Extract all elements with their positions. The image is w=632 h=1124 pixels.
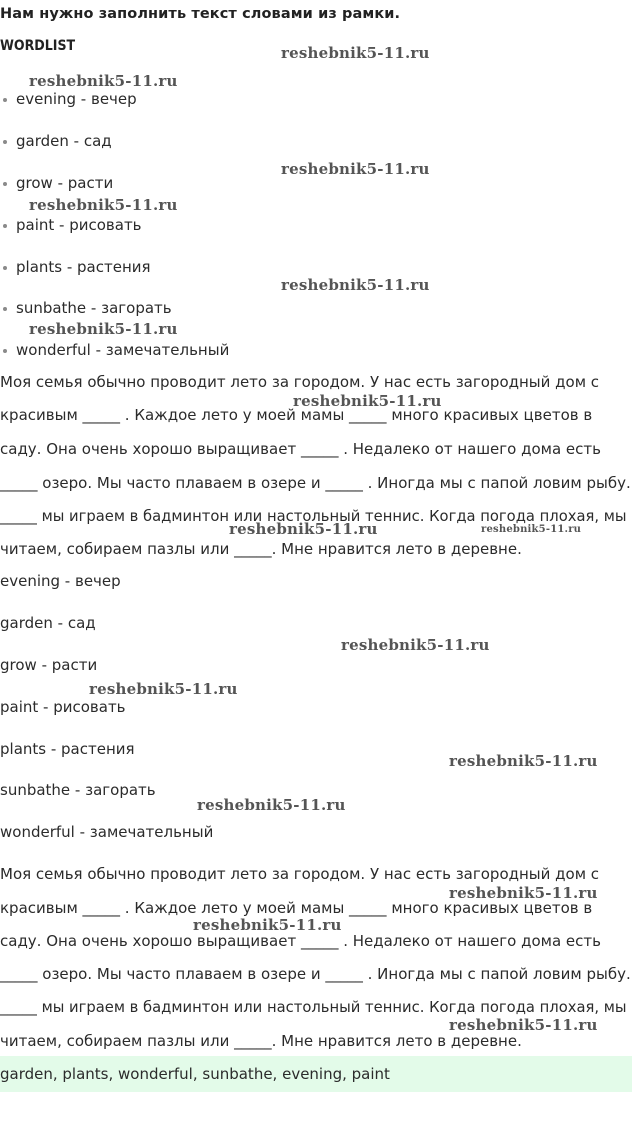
list-item [16,341,229,359]
watermark: reshebnik5-11.ru [449,884,598,902]
watermark: reshebnik5-11.ru [197,796,346,814]
paragraph-line: _____ мы играем в бадминтон или настольный теннис. Когда погода плохая, мы [0,999,627,1016]
paragraph-line: Моя семья обычно проводит лето за городом. У нас есть загородный дом с [0,373,600,391]
list-item [16,132,112,150]
watermark: reshebnik5-11.ru [341,636,490,654]
list-item-text: evening - вечер [16,90,137,108]
list-item [16,90,137,108]
plain-word: wonderful - замечательный [0,823,214,841]
plain-word: grow - расти [0,656,98,674]
paragraph-line: _____ озеро. Мы часто плаваем в озере и _____ . Иногда мы с папой ловим рыбу. [0,965,631,983]
plain-word: paint - рисовать [0,698,126,716]
paragraph-line: читаем, собираем пазлы или _____. Мне нравится лето в деревне. [0,1032,522,1050]
bullet-icon [3,182,7,186]
paragraph-line: саду. Она очень хорошо выращивает _____ . Недалеко от нашего дома есть [0,440,601,458]
watermark: reshebnik5-11.ru [29,196,178,214]
watermark: reshebnik5-11.ru [281,276,430,294]
watermark: reshebnik5-11.ru [481,524,582,535]
watermark: reshebnik5-11.ru [29,72,178,90]
paragraph-line: _____ озеро. Мы часто плаваем в озере и _____ . Иногда мы с папой ловим рыбу. [0,474,631,492]
paragraph-line: саду. Она очень хорошо выращивает _____ . Недалеко от нашего дома есть [0,932,601,950]
list-item [16,258,151,276]
bullet-icon [3,307,7,311]
paragraph-line: Моя семья обычно проводит лето за городом. У нас есть загородный дом с [0,865,600,883]
watermark: reshebnik5-11.ru [193,916,342,934]
plain-word: plants - растения [0,740,135,758]
watermark: reshebnik5-11.ru [89,680,238,698]
list-item-text: plants - растения [16,258,151,276]
wordlist-heading: WORDLIST [0,38,76,54]
watermark: reshebnik5-11.ru [449,1016,598,1034]
list-item [16,216,142,234]
bullet-icon [3,140,7,144]
list-item-text: paint - рисовать [16,216,142,234]
list-item [16,174,113,192]
answer-text: garden, plants, wonderful, sunbathe, evening, paint [0,1065,390,1083]
watermark: reshebnik5-11.ru [281,160,430,178]
list-item-text: sunbathe - загорать [16,299,172,317]
list-item-text: wonderful - замечательный [16,341,230,359]
plain-word: garden - сад [0,614,96,632]
list-item [16,299,172,317]
plain-word: sunbathe - загорать [0,781,156,799]
list-item-text: grow - расти [16,174,114,192]
list-item-text: garden - сад [16,132,112,150]
bullet-icon [3,224,7,228]
watermark: reshebnik5-11.ru [29,320,178,338]
watermark: reshebnik5-11.ru [229,520,378,538]
watermark: reshebnik5-11.ru [281,44,430,62]
paragraph-line: читаем, собираем пазлы или _____. Мне нравится лето в деревне. [0,540,522,558]
answer-box [0,1056,632,1092]
page-title: Нам нужно заполнить текст словами из рамки. [0,6,401,22]
watermark: reshebnik5-11.ru [293,392,442,410]
paragraph-line: красивым _____ . Каждое лето у моей мамы _____ много красивых цветов в [0,406,593,424]
bullet-icon [3,98,7,102]
paragraph-line: _____ мы играем в бадминтон или настольный теннис. Когда погода плохая, мы [0,508,627,525]
paragraph-line: красивым _____ . Каждое лето у моей мамы _____ много красивых цветов в [0,899,593,917]
plain-word: evening - вечер [0,572,121,590]
bullet-icon [3,266,7,270]
bullet-icon [3,349,7,353]
watermark: reshebnik5-11.ru [449,752,598,770]
